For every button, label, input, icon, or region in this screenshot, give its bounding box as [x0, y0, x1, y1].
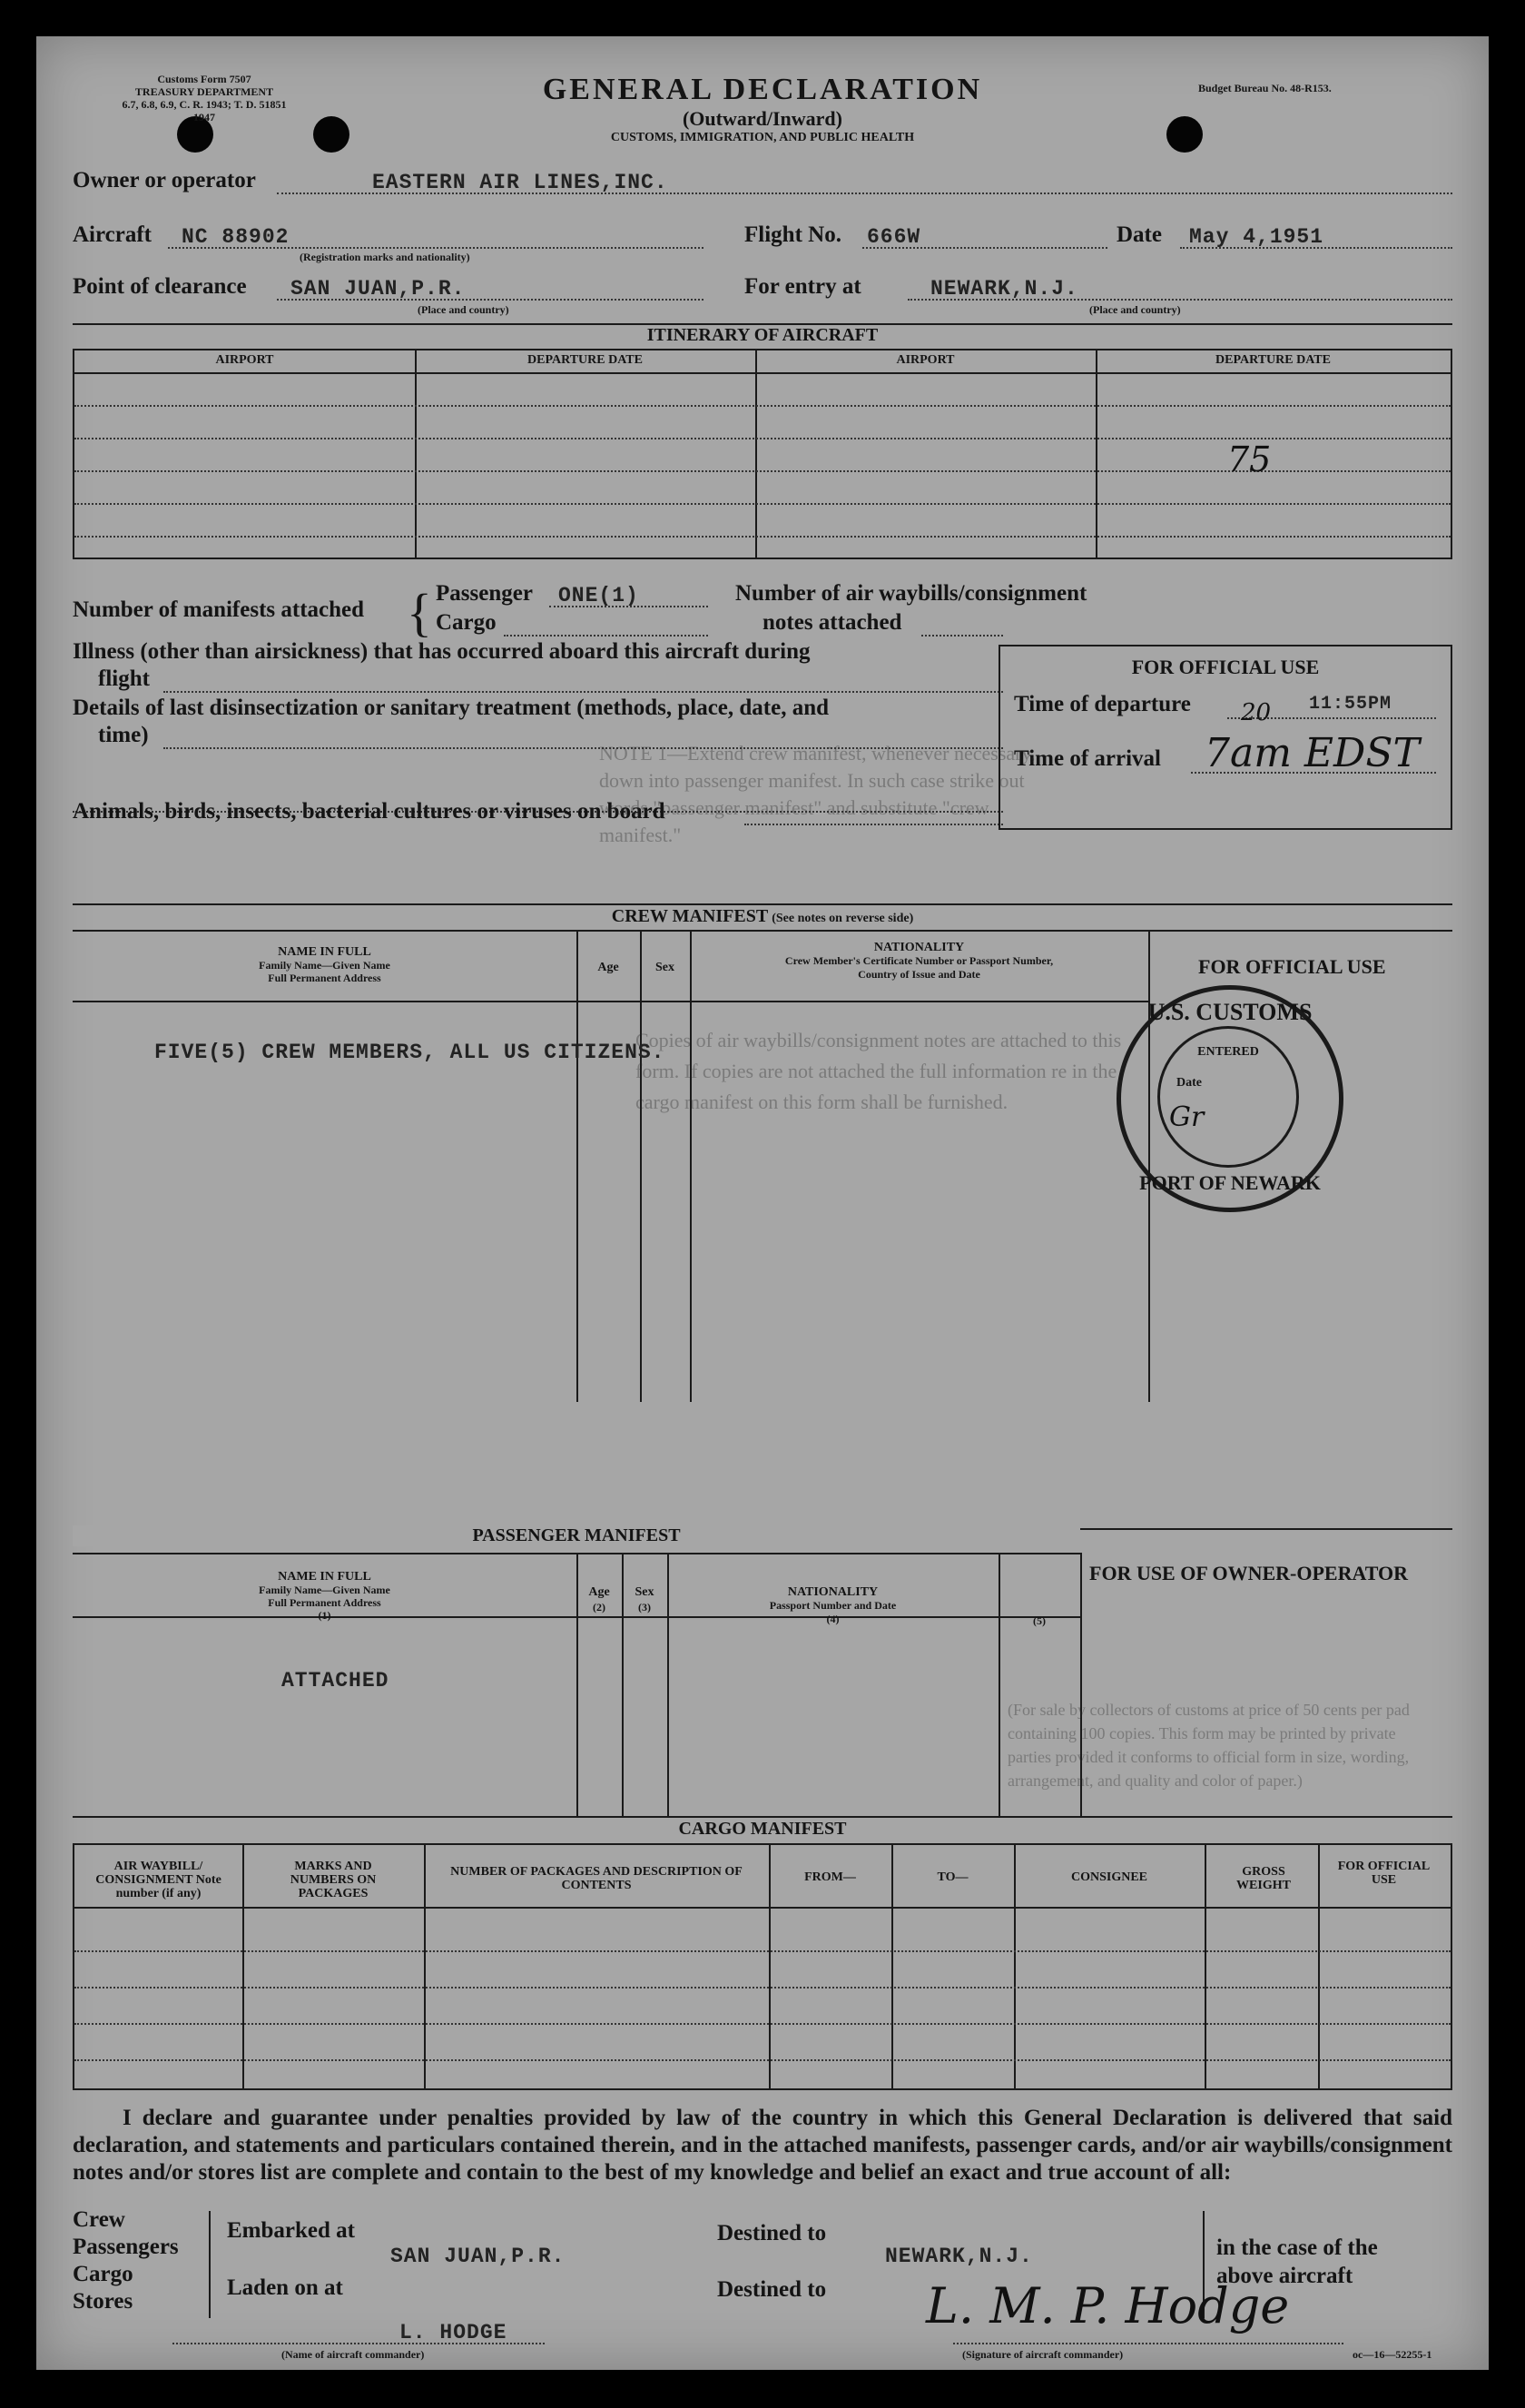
waybills-label-2: notes attached: [762, 610, 902, 635]
crew-col-nationality: [690, 941, 1148, 982]
itinerary-col-departure: DEPARTURE DATE: [1215, 353, 1331, 367]
crew-col-name-label: NAME IN FULL: [278, 945, 371, 959]
crew-entry: FIVE(5) CREW MEMBERS, ALL US CITIZENS.: [154, 1041, 665, 1064]
passenger-col-num5: (5): [1033, 1614, 1046, 1627]
cargo-col-packages: NUMBER OF PACKAGES AND DESCRIPTION OF CONTENTS: [450, 1865, 743, 1892]
date-label: Date: [1117, 222, 1162, 247]
form-code: oc—16—52255-1: [1353, 2348, 1432, 2361]
itinerary-table: [73, 349, 1452, 559]
form-title-block: [445, 73, 1080, 145]
bleed-through-text: NOTE 1—Extend crew manifest, whenever necessary, down into passenger manifest. In such case strike out words "passenger manifest" and substitute "crew manifest.": [599, 742, 1036, 846]
illness-label-2: flight: [98, 666, 150, 691]
crew-col-nat-label: NATIONALITY: [873, 941, 965, 954]
itinerary-col-airport: AIRPORT: [215, 353, 274, 367]
cargo-col-from: FROM—: [804, 1870, 856, 1884]
crew-col-name: [73, 946, 576, 984]
embarked-label: Embarked at: [227, 2218, 355, 2243]
crew-col-sex: Sex: [655, 961, 674, 974]
clearance-note: (Place and country): [418, 303, 509, 316]
passenger-col-name-sub2: Full Permanent Address: [268, 1596, 381, 1609]
entry-value: NEWARK,N.J.: [930, 277, 1078, 301]
destined-label-2: Destined to: [717, 2277, 827, 2302]
crew-title-note: (See notes on reverse side): [772, 912, 914, 925]
cargo-label: Cargo: [436, 610, 497, 635]
crew-col-name-sub1: Family Name—Given Name: [259, 959, 390, 972]
laden-label: Laden on at: [227, 2275, 343, 2300]
passenger-col-num2: (2): [593, 1601, 605, 1614]
crew-col-age: Age: [597, 961, 619, 974]
cargo-title: CARGO MANIFEST: [678, 1819, 847, 1839]
passenger-col-age: [576, 1585, 622, 1614]
cargo-col-waybill: AIR WAYBILL/ CONSIGNMENT Note number (if any): [95, 1860, 221, 1900]
cargo-col-consignee: CONSIGNEE: [1070, 1870, 1148, 1884]
manifests-label: Number of manifests attached: [73, 597, 365, 622]
declaration-item-passengers: Passengers: [73, 2235, 179, 2259]
cargo-col-official: FOR OFFICIAL USE: [1337, 1860, 1431, 1887]
itinerary-col-departure: DEPARTURE DATE: [527, 353, 643, 367]
passenger-col-nat-label: NATIONALITY: [787, 1585, 879, 1599]
crew-official-use: FOR OFFICIAL USE: [1198, 955, 1386, 978]
department: TREASURY DEPARTMENT: [134, 85, 274, 98]
commander-note: (Name of aircraft commander): [281, 2348, 425, 2361]
passenger-col-sex: [622, 1585, 667, 1614]
entry-note: (Place and country): [1089, 303, 1181, 316]
passenger-col-nat-sub: Passport Number and Date: [769, 1599, 897, 1612]
case-text: in the case of the above aircraft: [1216, 2235, 1378, 2288]
departure-value: 11:55PM: [1309, 694, 1392, 715]
stamp-bottom-text: PORT OF NEWARK: [1139, 1171, 1321, 1194]
itinerary-mark: 75: [1227, 439, 1272, 479]
passenger-col-num4: (4): [826, 1613, 840, 1625]
aircraft-note: (Registration marks and nationality): [300, 251, 470, 263]
departure-label: Time of departure: [1014, 692, 1191, 716]
declaration-item-cargo: Cargo: [73, 2262, 133, 2286]
passenger-value: ONE(1): [558, 584, 639, 607]
signature-note: (Signature of aircraft commander): [962, 2348, 1124, 2361]
crew-bleed-through: Copies of air waybills/consignment notes are attached to this form. If copies are not attached the full information re in the cargo manifest on this form shall be furnished.: [635, 1029, 1122, 1113]
crew-col-name-sub2: Full Permanent Address: [268, 972, 381, 984]
passenger-label: Passenger: [436, 581, 533, 606]
crew-col-nat-sub2: Country of Issue and Date: [858, 968, 980, 981]
stamp-inner-ring: [1157, 1026, 1299, 1168]
crew-title: CREW MANIFEST: [611, 906, 769, 926]
disinsect-label: Details of last disinsectization or sanitary treatment (methods, place, date, and: [73, 696, 830, 720]
itinerary-col-airport: AIRPORT: [896, 353, 955, 367]
declaration-item-crew: Crew: [73, 2207, 125, 2232]
budget-number: Budget Bureau No. 48-R153.: [1198, 82, 1332, 94]
form-subtitle: (Outward/Inward): [682, 107, 842, 130]
passenger-col-sex-label: Sex: [635, 1585, 654, 1599]
aircraft-value: NC 88902: [182, 225, 290, 249]
flight-label: Flight No.: [744, 222, 841, 247]
passenger-entry: ATTACHED: [281, 1669, 389, 1693]
entry-label: For entry at: [744, 274, 861, 299]
passenger-col-age-label: Age: [588, 1585, 610, 1599]
destined-value: NEWARK,N.J.: [885, 2245, 1033, 2268]
embarked-value: SAN JUAN,P.R.: [390, 2245, 566, 2268]
clearance-value: SAN JUAN,P.R.: [290, 277, 466, 301]
illness-label: Illness (other than airsickness) that has occurred aboard this aircraft during: [73, 639, 811, 664]
clearance-label: Point of clearance: [73, 274, 247, 299]
declaration-items: [73, 2206, 179, 2315]
form-number: Customs Form 7507: [157, 73, 251, 85]
flight-value: 666W: [867, 225, 921, 249]
itinerary-title: ITINERARY OF AIRCRAFT: [646, 325, 879, 345]
stamp-signature: Gr: [1169, 1101, 1205, 1133]
stamp-top-text: U.S. CUSTOMS: [1147, 999, 1313, 1025]
disinsect-label-2: time): [98, 723, 149, 747]
passenger-col-name: [73, 1571, 576, 1622]
owner-value: EASTERN AIR LINES,INC.: [372, 171, 668, 194]
crew-col-nat-sub1: Crew Member's Certificate Number or Passport Number,: [784, 954, 1054, 967]
stamp-date-label: Date: [1176, 1076, 1202, 1090]
waybills-label: Number of air waybills/consignment: [735, 581, 1087, 606]
form-title: GENERAL DECLARATION: [542, 73, 983, 106]
date-value: May 4,1951: [1189, 225, 1324, 249]
owner-operator-use: FOR USE OF OWNER-OPERATOR: [1089, 1562, 1409, 1584]
passenger-bleed-through: (For sale by collectors of customs at price of 50 cents per pad containing 100 copies. This form may be printed by private parties provided it conforms to official form in size, wording, arrangement, and quality and color of paper.): [1008, 1701, 1410, 1790]
passenger-col-num1: (1): [318, 1609, 331, 1622]
destined-label: Destined to: [717, 2221, 827, 2245]
passenger-col-name-sub1: Family Name—Given Name: [259, 1584, 390, 1596]
crew-title-row: [73, 906, 1452, 927]
brace: {: [407, 583, 432, 642]
form-id-block: [73, 73, 336, 123]
cargo-col-weight: GROSS WEIGHT: [1236, 1865, 1291, 1892]
customs-stamp: [1117, 985, 1343, 1212]
commander-signature: L. M. P. Hodge: [926, 2277, 1290, 2334]
passenger-title: PASSENGER MANIFEST: [73, 1525, 1080, 1546]
owner-label: Owner or operator: [73, 168, 256, 192]
passenger-col-nationality: [667, 1585, 999, 1626]
stamp-entered: ENTERED: [1197, 1045, 1259, 1059]
declaration-text: I declare and guarantee under penalties provided by law of the country in which this General Declaration is delivered that said declaration, and statements and particulars contained therein, and in the attached manifests, passenger cards, and/or air waybills/consignment notes and/or stores list are complete and contain to the best of my knowledge and belief an exact and true account of all:: [73, 2106, 1452, 2185]
passenger-col-num3: (3): [638, 1601, 651, 1614]
departure-extra: 20: [1241, 699, 1272, 726]
form-year: 1947: [193, 111, 215, 123]
punch-hole-icon: [1166, 116, 1203, 153]
commander-name: L. HODGE: [399, 2321, 507, 2344]
aircraft-label: Aircraft: [73, 222, 152, 247]
arrival-value: 7am EDST: [1205, 730, 1420, 776]
passenger-table: [73, 1553, 1452, 1816]
official-use-title: FOR OFFICIAL USE: [1131, 656, 1320, 678]
declaration-sheet: [36, 36, 1489, 2370]
passenger-col-name-label: NAME IN FULL: [278, 1570, 371, 1584]
arrival-label: Time of arrival: [1014, 746, 1161, 771]
form-agencies: CUSTOMS, IMMIGRATION, AND PUBLIC HEALTH: [610, 131, 915, 144]
cargo-col-marks: MARKS AND NUMBERS ON PACKAGES: [290, 1860, 377, 1900]
cargo-col-to: TO—: [937, 1870, 969, 1884]
animals-label: Animals, birds, insects, bacterial cultures or viruses on board: [73, 799, 665, 824]
cargo-table: [73, 1843, 1452, 2090]
declaration-item-stores: Stores: [73, 2289, 133, 2314]
form-regs: 6.7, 6.8, 6.9, C. R. 1943; T. D. 51851: [122, 98, 287, 111]
